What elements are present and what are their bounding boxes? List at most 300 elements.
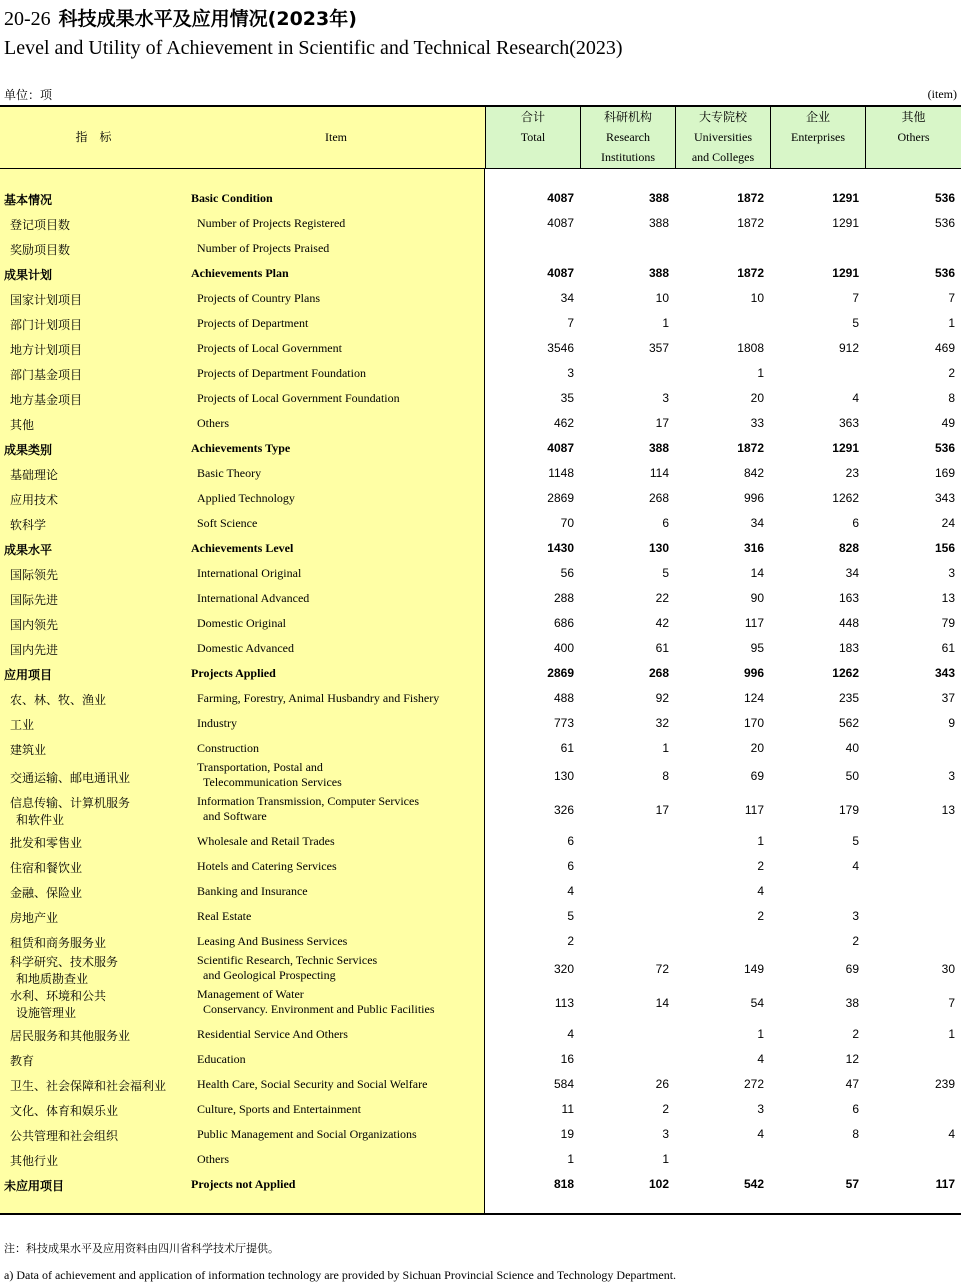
cell-others: 7 — [948, 996, 955, 1010]
row-label-cn: 国际领先 — [10, 568, 59, 582]
table-row — [0, 954, 961, 988]
row-label-en: Management of Water Conservancy. Environment and Public Facilities — [197, 987, 435, 1016]
cell-universities: 1808 — [737, 341, 764, 355]
cell-total: 288 — [553, 591, 574, 605]
cell-universities: 95 — [750, 641, 764, 655]
cell-enterprises: 6 — [852, 516, 859, 530]
row-label-cn: 卫生、社会保障和社会福利业 — [10, 1079, 167, 1093]
cell-universities: 4 — [757, 1052, 764, 1066]
cell-others: 536 — [934, 266, 955, 280]
row-label-cn: 软科学 — [10, 518, 47, 532]
row-label-en: Information Transmission, Computer Services and Software — [197, 794, 419, 823]
cell-universities: 117 — [744, 803, 764, 817]
cell-enterprises: 828 — [838, 541, 859, 555]
cell-total: 1148 — [548, 466, 574, 480]
row-label-en: Banking and Insurance — [197, 884, 308, 898]
cell-total: 6 — [567, 834, 574, 848]
row-label-en: Wholesale and Retail Trades — [197, 834, 335, 848]
row-label-en: Basic Condition — [191, 191, 273, 205]
cell-universities: 1872 — [737, 191, 764, 205]
row-label-cn: 成果水平 — [4, 543, 53, 557]
cell-universities: 54 — [750, 996, 764, 1010]
cell-universities: 996 — [743, 491, 764, 505]
cell-universities: 90 — [750, 591, 764, 605]
row-label-en: Public Management and Social Organizations — [197, 1127, 417, 1141]
cell-total: 686 — [553, 616, 574, 630]
table-code: 20-26 — [4, 8, 51, 30]
row-label-en: Transportation, Postal and Telecommunication Services — [197, 760, 342, 789]
table-row — [0, 988, 961, 1022]
cell-others: 30 — [941, 962, 955, 976]
cell-total: 7 — [567, 316, 574, 330]
cell-universities: 842 — [743, 466, 764, 480]
cell-total: 4087 — [547, 266, 574, 280]
row-label-cn: 房地产业 — [10, 911, 59, 925]
header-total-cn: 合计 — [520, 110, 545, 124]
row-label-cn: 基本情况 — [4, 193, 53, 207]
row-label-cn: 应用技术 — [10, 493, 59, 507]
cell-enterprises: 912 — [838, 341, 859, 355]
header-enterprises-en: Enterprises — [791, 130, 845, 144]
cell-total: 3546 — [547, 341, 574, 355]
cell-enterprises: 7 — [852, 291, 859, 305]
row-label-en: Others — [197, 416, 229, 430]
cell-enterprises: 1291 — [832, 216, 859, 230]
cell-total: 6 — [567, 859, 574, 873]
header-universities-en2: and Colleges — [691, 150, 755, 164]
cell-research: 61 — [655, 641, 669, 655]
cell-universities: 10 — [750, 291, 764, 305]
row-label-cn: 文化、体育和娱乐业 — [10, 1104, 119, 1118]
cell-others: 536 — [934, 441, 955, 455]
cell-others: 61 — [941, 641, 955, 655]
table-row — [0, 286, 961, 311]
cell-others: 79 — [941, 616, 955, 630]
row-label-cn: 奖励项目数 — [10, 243, 71, 257]
row-label-en: Applied Technology — [197, 491, 295, 505]
cell-others: 13 — [941, 803, 955, 817]
table-row — [0, 854, 961, 879]
cell-others: 9 — [948, 716, 955, 730]
table-row — [0, 561, 961, 586]
table-row — [0, 1047, 961, 1072]
cell-enterprises: 163 — [838, 591, 859, 605]
cell-total: 1430 — [547, 541, 574, 555]
cell-others: 169 — [934, 466, 955, 480]
cell-enterprises: 363 — [838, 416, 859, 430]
row-label-en: Achievements Plan — [191, 266, 289, 280]
table-section-row — [0, 661, 961, 686]
header-universities — [675, 107, 770, 168]
row-label-cn: 公共管理和社会组织 — [10, 1129, 119, 1143]
cell-others: 343 — [934, 666, 955, 680]
cell-research: 388 — [648, 441, 669, 455]
cell-enterprises: 1291 — [832, 191, 859, 205]
cell-universities: 117 — [744, 616, 764, 630]
cell-enterprises: 50 — [845, 769, 859, 783]
unit-label-en: (item) — [927, 87, 957, 101]
cell-total: 320 — [553, 962, 574, 976]
row-label-en: Number of Projects Registered — [197, 216, 346, 230]
row-label-cn: 建筑业 — [10, 743, 47, 757]
cell-others: 49 — [941, 416, 955, 430]
table-row — [0, 636, 961, 661]
table-row — [0, 236, 961, 261]
row-label-en: Construction — [197, 741, 259, 755]
cell-universities: 316 — [743, 541, 764, 555]
unit-label-cn: 单位：项 — [4, 88, 53, 102]
cell-total: 2869 — [547, 491, 574, 505]
cell-others: 536 — [934, 216, 955, 230]
row-label-cn: 国际先进 — [10, 593, 59, 607]
row-label-en: Projects of Local Government Foundation — [197, 391, 400, 405]
row-label-cn: 居民服务和其他服务业 — [10, 1029, 131, 1043]
cell-total: 4087 — [547, 216, 574, 230]
table-row — [0, 311, 961, 336]
cell-research: 3 — [662, 1127, 669, 1141]
cell-universities: 149 — [743, 962, 764, 976]
cell-others: 8 — [948, 391, 955, 405]
row-label-cn: 基础理论 — [10, 468, 59, 482]
table-row — [0, 795, 961, 829]
cell-others: 7 — [948, 291, 955, 305]
cell-total: 400 — [553, 641, 574, 655]
cell-enterprises: 6 — [852, 1102, 859, 1116]
cell-enterprises: 57 — [845, 1177, 859, 1191]
table-row — [0, 386, 961, 411]
footnote-en: a) Data of achievement and application of information technology are provided by Sichuan Provincial Science and Technology Department. — [4, 1268, 677, 1282]
row-label-cn: 工业 — [10, 718, 35, 732]
cell-enterprises: 5 — [852, 834, 859, 848]
cell-research: 1 — [662, 741, 669, 755]
table-row — [0, 486, 961, 511]
cell-enterprises: 183 — [838, 641, 859, 655]
cell-research: 130 — [648, 541, 669, 555]
cell-total: 4 — [567, 884, 574, 898]
table-row — [0, 929, 961, 954]
table-row — [0, 1022, 961, 1047]
cell-others: 117 — [935, 1177, 955, 1191]
cell-universities: 1 — [757, 834, 764, 848]
cell-research: 26 — [655, 1077, 669, 1091]
row-label-en: Domestic Original — [197, 616, 286, 630]
row-label-en: Industry — [197, 716, 237, 730]
cell-enterprises: 12 — [845, 1052, 859, 1066]
table-row — [0, 361, 961, 386]
cell-total: 462 — [553, 416, 574, 430]
cell-total: 4087 — [547, 441, 574, 455]
cell-enterprises: 562 — [838, 716, 859, 730]
table-row — [0, 461, 961, 486]
table-row — [0, 336, 961, 361]
table-row — [0, 1147, 961, 1172]
row-label-cn: 其他 — [10, 418, 35, 432]
cell-universities: 272 — [743, 1077, 764, 1091]
header-universities-cn: 大专院校 — [698, 110, 747, 124]
cell-enterprises: 235 — [838, 691, 859, 705]
table-row — [0, 686, 961, 711]
cell-others: 1 — [948, 1027, 955, 1041]
cell-enterprises: 1291 — [832, 266, 859, 280]
cell-enterprises: 1291 — [832, 441, 859, 455]
table-section-row — [0, 1172, 961, 1197]
table-row — [0, 586, 961, 611]
cell-universities: 69 — [750, 769, 764, 783]
cell-universities: 20 — [750, 741, 764, 755]
cell-universities: 1 — [757, 1027, 764, 1041]
row-label-en: Health Care, Social Security and Social Welfare — [197, 1077, 428, 1091]
header-enterprises-cn: 企业 — [805, 110, 830, 124]
cell-research: 10 — [655, 291, 669, 305]
row-label-en: Projects of Department Foundation — [197, 366, 366, 380]
cell-total: 16 — [560, 1052, 574, 1066]
table-row — [0, 829, 961, 854]
row-label-cn: 住宿和餐饮业 — [10, 861, 83, 875]
row-label-en: Scientific Research, Technic Services and Geological Prospecting — [197, 953, 378, 982]
cell-enterprises: 179 — [838, 803, 859, 817]
cell-universities: 124 — [743, 691, 764, 705]
row-label-cn: 租赁和商务服务业 — [10, 936, 107, 950]
cell-others: 469 — [934, 341, 955, 355]
cell-others: 4 — [948, 1127, 955, 1141]
row-label-en: Achievements Type — [191, 441, 291, 455]
cell-total: 113 — [554, 996, 574, 1010]
cell-universities: 1 — [757, 366, 764, 380]
row-label-cn: 教育 — [10, 1054, 35, 1068]
cell-enterprises: 4 — [852, 859, 859, 873]
row-label-en: Projects of Local Government — [197, 341, 342, 355]
cell-enterprises: 69 — [845, 962, 859, 976]
header-total — [485, 107, 580, 168]
title-cn-text: 科技成果水平及应用情况(2023年) — [58, 8, 357, 30]
header-research-cn: 科研机构 — [603, 110, 652, 124]
row-label-cn: 金融、保险业 — [10, 886, 83, 900]
cell-enterprises: 1262 — [832, 666, 859, 680]
header-research-en1: Research — [606, 130, 650, 144]
row-label-cn: 水利、环境和公共 设施管理业 — [10, 989, 107, 1020]
cell-enterprises: 2 — [852, 1027, 859, 1041]
row-label-en: Education — [197, 1052, 246, 1066]
cell-universities: 33 — [750, 416, 764, 430]
cell-enterprises: 47 — [845, 1077, 859, 1091]
table-row — [0, 761, 961, 795]
row-label-cn: 成果计划 — [4, 268, 53, 282]
cell-universities: 996 — [743, 666, 764, 680]
row-label-en: Achievements Level — [191, 541, 294, 555]
table-body — [0, 169, 961, 1213]
cell-total: 70 — [560, 516, 574, 530]
cell-total: 773 — [553, 716, 574, 730]
cell-universities: 34 — [750, 516, 764, 530]
row-label-en: Real Estate — [197, 909, 252, 923]
cell-others: 3 — [948, 566, 955, 580]
cell-research: 17 — [655, 416, 669, 430]
cell-others: 1 — [948, 316, 955, 330]
table-row — [0, 904, 961, 929]
row-label-cn: 地方计划项目 — [10, 343, 83, 357]
table-row — [0, 1072, 961, 1097]
cell-research: 42 — [655, 616, 669, 630]
cell-research: 92 — [655, 691, 669, 705]
cell-universities: 2 — [757, 909, 764, 923]
table-row — [0, 211, 961, 236]
cell-total: 34 — [560, 291, 574, 305]
cell-universities: 4 — [757, 1127, 764, 1141]
cell-research: 22 — [655, 591, 669, 605]
row-label-cn: 国内先进 — [10, 643, 59, 657]
cell-enterprises: 23 — [845, 466, 859, 480]
cell-research: 357 — [648, 341, 669, 355]
cell-enterprises: 34 — [845, 566, 859, 580]
cell-research: 1 — [662, 1152, 669, 1166]
table-row — [0, 411, 961, 436]
table-row — [0, 736, 961, 761]
cell-total: 56 — [560, 566, 574, 580]
table-row — [0, 1122, 961, 1147]
cell-universities: 2 — [757, 859, 764, 873]
header-others — [865, 107, 961, 168]
row-label-en: Soft Science — [197, 516, 258, 530]
cell-total: 2869 — [547, 666, 574, 680]
table-section-row — [0, 536, 961, 561]
page-title-en: Level and Utility of Achievement in Scientific and Technical Research(2023) — [4, 37, 623, 59]
row-label-cn: 农、林、牧、渔业 — [10, 693, 107, 707]
cell-enterprises: 40 — [845, 741, 859, 755]
cell-research: 3 — [662, 391, 669, 405]
table-row — [0, 879, 961, 904]
row-label-en: Projects of Country Plans — [197, 291, 320, 305]
cell-research: 1 — [662, 316, 669, 330]
table-row — [0, 511, 961, 536]
cell-enterprises: 8 — [852, 1127, 859, 1141]
cell-research: 2 — [662, 1102, 669, 1116]
cell-research: 8 — [662, 769, 669, 783]
cell-research: 72 — [655, 962, 669, 976]
table-row — [0, 711, 961, 736]
table-section-row — [0, 261, 961, 286]
cell-research: 102 — [648, 1177, 669, 1191]
cell-total: 19 — [560, 1127, 574, 1141]
header-indicator-cn: 指 标 — [0, 107, 187, 168]
cell-others: 13 — [941, 591, 955, 605]
header-others-en: Others — [897, 130, 930, 144]
row-label-cn: 应用项目 — [4, 668, 53, 682]
cell-total: 2 — [567, 934, 574, 948]
row-label-en: Culture, Sports and Entertainment — [197, 1102, 361, 1116]
cell-enterprises: 1262 — [832, 491, 859, 505]
cell-research: 268 — [648, 666, 669, 680]
cell-enterprises: 2 — [852, 934, 859, 948]
data-table — [0, 105, 961, 1215]
cell-research: 268 — [648, 491, 669, 505]
row-label-en: Residential Service And Others — [197, 1027, 348, 1041]
cell-universities: 1872 — [737, 266, 764, 280]
row-label-cn: 地方基金项目 — [10, 393, 83, 407]
cell-total: 4087 — [547, 191, 574, 205]
cell-total: 584 — [553, 1077, 574, 1091]
cell-others: 239 — [934, 1077, 955, 1091]
row-label-en: Leasing And Business Services — [197, 934, 348, 948]
header-others-cn: 其他 — [901, 110, 926, 124]
row-label-en: Farming, Forestry, Animal Husbandry and Fishery — [197, 691, 440, 705]
row-label-en: Projects not Applied — [191, 1177, 296, 1191]
row-label-cn: 未应用项目 — [4, 1179, 65, 1193]
table-section-row — [0, 186, 961, 211]
cell-total: 818 — [553, 1177, 574, 1191]
cell-others: 3 — [948, 769, 955, 783]
row-label-en: Others — [197, 1152, 229, 1166]
cell-total: 130 — [553, 769, 574, 783]
cell-universities: 542 — [743, 1177, 764, 1191]
row-label-en: Hotels and Catering Services — [197, 859, 337, 873]
cell-universities: 14 — [750, 566, 764, 580]
cell-enterprises: 4 — [852, 391, 859, 405]
cell-enterprises: 5 — [852, 316, 859, 330]
cell-research: 5 — [662, 566, 669, 580]
header-research-en2: Institutions — [600, 150, 655, 164]
cell-total: 1 — [567, 1152, 574, 1166]
row-label-en: Basic Theory — [197, 466, 262, 480]
header-research — [580, 107, 675, 168]
cell-research: 388 — [648, 191, 669, 205]
cell-total: 35 — [560, 391, 574, 405]
header-total-en: Total — [520, 130, 546, 144]
row-label-en: Domestic Advanced — [197, 641, 294, 655]
cell-others: 343 — [934, 491, 955, 505]
cell-others: 2 — [948, 366, 955, 380]
footnote-cn: 注：科技成果水平及应用资料由四川省科学技术厅提供。 — [4, 1242, 279, 1255]
table-section-row — [0, 436, 961, 461]
row-label-en: Number of Projects Praised — [197, 241, 330, 255]
table-header — [0, 107, 961, 169]
cell-universities: 1872 — [737, 441, 764, 455]
row-label-cn: 部门计划项目 — [10, 318, 83, 332]
cell-others: 37 — [941, 691, 955, 705]
cell-enterprises: 38 — [845, 996, 859, 1010]
cell-total: 326 — [553, 803, 574, 817]
cell-total: 4 — [567, 1027, 574, 1041]
cell-universities: 170 — [743, 716, 764, 730]
row-label-cn: 国内领先 — [10, 618, 59, 632]
row-label-cn: 信息传输、计算机服务 和软件业 — [10, 796, 131, 827]
cell-universities: 1872 — [737, 216, 764, 230]
row-label-cn: 批发和零售业 — [10, 836, 83, 850]
cell-research: 6 — [662, 516, 669, 530]
row-label-en: Projects Applied — [191, 666, 276, 680]
cell-others: 156 — [934, 541, 955, 555]
header-item-en: Item — [187, 107, 485, 168]
row-label-cn: 国家计划项目 — [10, 293, 83, 307]
cell-enterprises: 3 — [852, 909, 859, 923]
row-label-cn: 登记项目数 — [10, 218, 71, 232]
table-row — [0, 611, 961, 636]
cell-research: 388 — [648, 266, 669, 280]
cell-research: 114 — [649, 466, 669, 480]
page-title-cn — [4, 4, 357, 31]
row-label-cn: 部门基金项目 — [10, 368, 83, 382]
cell-universities: 4 — [757, 884, 764, 898]
cell-enterprises: 448 — [838, 616, 859, 630]
cell-total: 3 — [567, 366, 574, 380]
cell-total: 11 — [561, 1102, 574, 1116]
row-label-cn: 其他行业 — [10, 1154, 59, 1168]
cell-research: 388 — [648, 216, 669, 230]
cell-total: 5 — [567, 909, 574, 923]
table-row — [0, 1097, 961, 1122]
cell-research: 14 — [655, 996, 669, 1010]
cell-research: 17 — [655, 803, 669, 817]
row-label-cn: 科学研究、技术服务 和地质勘查业 — [10, 955, 119, 986]
